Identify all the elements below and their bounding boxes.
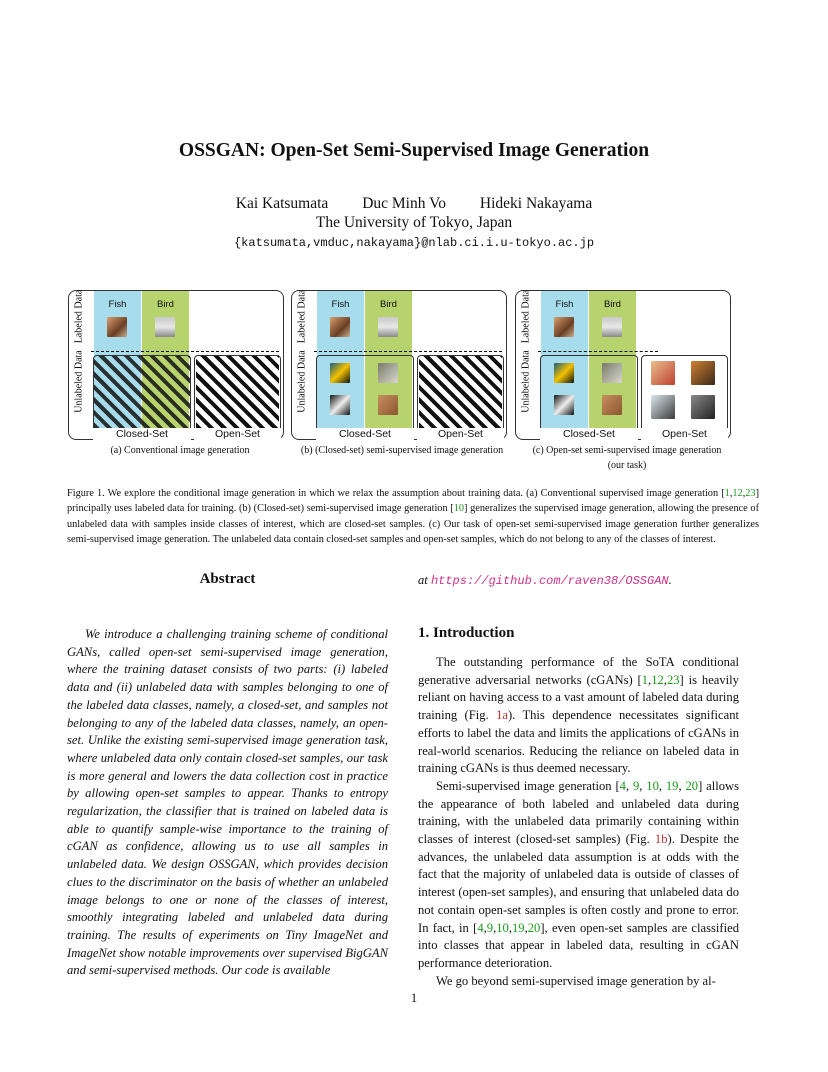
code-prefix: at — [418, 573, 428, 587]
abstract-heading: Abstract — [199, 571, 256, 587]
open-set-thumbnail — [651, 361, 675, 385]
unlabeled-closed-thumbnail — [330, 363, 350, 383]
unlabeled-closed-thumbnail — [554, 395, 574, 415]
unlabeled-data-label: Unlabeled Data — [520, 350, 532, 413]
fish-label: Fish — [108, 299, 127, 310]
intro-body — [418, 654, 739, 990]
closed-set-label: Closed-Set — [93, 428, 191, 440]
code-availability — [418, 573, 748, 588]
labeled-data-label: Labeled Data — [296, 289, 308, 344]
bird-thumbnail — [155, 317, 175, 337]
bird-label: Bird — [157, 299, 174, 310]
intro-paragraph-3: We go beyond semi-supervised image generation by al- — [436, 973, 716, 988]
labeled-unlabeled-divider — [538, 351, 658, 352]
author-list — [0, 195, 828, 213]
fish-label: Fish — [555, 299, 574, 310]
hatched-open-set — [419, 356, 502, 428]
subcaption-c — [515, 445, 739, 471]
subcaption-a: (a) Conventional image generation — [110, 445, 250, 456]
figure-panel-b — [291, 290, 507, 440]
unlabeled-closed-thumbnail — [378, 363, 398, 383]
open-set-thumbnail — [691, 361, 715, 385]
figure-panel-c — [515, 290, 731, 440]
paper-title: OSSGAN: Open-Set Semi-Supervised Image Generation — [178, 140, 650, 161]
figure-caption: Figure 1. We explore the conditional image generation in which we relax the assumption about training data. (a) Conventional supervised image generation [1,12,23] principally uses labeled data for training. (b) (Closed-set) semi-supervised image generation [10] generalizes the supervised image generation, allowing the presence of unlabeled data with samples inside classes of interest, which are closed-set samples. (c) Our task of open-set semi-supervised image generation further generalizes semi-supervised image generation. The unlabeled data contain closed-set samples and open-set samples, which do not belong to any of the classes of interest. — [67, 488, 759, 546]
abstract-body: We introduce a challenging training scheme of conditional GANs, called open-set semi-supervised image generation, where the training dataset consists of two parts: (i) labeled data and (ii) unlabeled data with samples belonging to one of the labeled data classes, namely, a closed-set, and samples not belonging to any of the labeled data classes, namely, an open-set. Unlike the existing semi-supervised image generation task, where unlabeled data only contain closed-set samples, our task is more general and lowers the data collection cost in practice by allowing open-set samples to appear. Thanks to entropy regularization, the classifier that is trained on labeled data is able to quantify sample-wise importance to the training of cGAN as confidence, allowing us to use all samples in unlabeled data. We design OSSGAN, which provides decision clues to the discriminator on the basis of whether an unlabeled image belongs to one or none of the classes of interest, smoothly integrating labeled and unlabeled data during training. The results of experiments on Tiny ImageNet and ImageNet show notable improvements over supervised BigGAN and semi-supervised methods. Our code is available — [67, 627, 388, 978]
labeled-data-label: Labeled Data — [520, 289, 532, 344]
author-3: Hideki Nakayama — [479, 195, 593, 212]
code-link[interactable]: https://github.com/raven38/OSSGAN — [430, 574, 669, 588]
subcaption-c-line1: (c) Open-set semi-supervised image generation — [532, 445, 722, 456]
bird-label: Bird — [604, 299, 621, 310]
code-suffix: . — [668, 573, 672, 587]
subcaption-b: (b) (Closed-set) semi-supervised image generation — [300, 445, 504, 456]
open-set-label: Open-Set — [641, 428, 728, 440]
open-set-label: Open-Set — [417, 428, 504, 440]
unlabeled-closed-thumbnail — [602, 395, 622, 415]
email: {katsumata,vmduc,nakayama}@nlab.ci.i.u-tokyo.ac.jp — [233, 236, 595, 250]
unlabeled-data-label: Unlabeled Data — [296, 350, 308, 413]
open-set-label: Open-Set — [194, 428, 281, 440]
figure-panel-a — [68, 290, 284, 440]
author-2: Duc Minh Vo — [362, 195, 447, 212]
open-set-thumbnail — [691, 395, 715, 419]
unlabeled-closed-thumbnail — [378, 395, 398, 415]
subcaption-c-line2: (our task) — [607, 460, 647, 471]
intro-paragraph-1: The outstanding performance of the SoTA conditional generative adversarial networks (cGANs) [1,12,23] is heavily reliant on having access to a vast amount of labeled data during training (Fig. 1a). This dependence necessitates significant efforts to label the data and limits the applications of cGANs in real-world scenarios. Reducing the reliance on labeled data in training cGANs is thus deemed necessary. — [418, 655, 739, 776]
labeled-unlabeled-divider — [91, 351, 279, 352]
unlabeled-closed-thumbnail — [330, 395, 350, 415]
bird-thumbnail — [378, 317, 398, 337]
closed-set-label: Closed-Set — [540, 428, 638, 440]
author-1: Kai Katsumata — [235, 195, 329, 212]
unlabeled-closed-thumbnail — [554, 363, 574, 383]
affiliation: The University of Tokyo, Japan — [315, 214, 513, 231]
hatched-unlabeled-closed — [94, 356, 190, 428]
intro-paragraph-2: Semi-supervised image generation [4, 9, 10, 19, 20] allows the appearance of both labeled and unlabeled data during training, with the unlabeled data primarily containing within classes of interest (closed-set samples) (Fig. 1b). Despite the advances, the unlabeled data assumption is at odds with the fact that the majority of unlabeled data is outside of classes of interest (open-set samples), and ensuring that unlabeled data do not contain open-set samples is often costly and prone to error. In fact, in [4,9,10,19,20], even open-set samples are classified into classes that appear in labeled data, resulting in cGAN performance deterioration. — [418, 778, 740, 970]
unlabeled-closed-thumbnail — [602, 363, 622, 383]
labeled-data-label: Labeled Data — [73, 289, 85, 344]
labeled-unlabeled-divider — [314, 351, 502, 352]
bird-thumbnail — [602, 317, 622, 337]
fish-thumbnail — [330, 317, 350, 337]
open-set-thumbnail — [651, 395, 675, 419]
closed-set-label: Closed-Set — [316, 428, 414, 440]
bird-label: Bird — [380, 299, 397, 310]
page-number: 1 — [410, 991, 418, 1005]
hatched-open-set — [196, 356, 279, 428]
fish-thumbnail — [554, 317, 574, 337]
intro-heading: 1. Introduction — [418, 625, 515, 641]
fish-thumbnail — [107, 317, 127, 337]
unlabeled-data-label: Unlabeled Data — [73, 350, 85, 413]
fish-label: Fish — [331, 299, 350, 310]
